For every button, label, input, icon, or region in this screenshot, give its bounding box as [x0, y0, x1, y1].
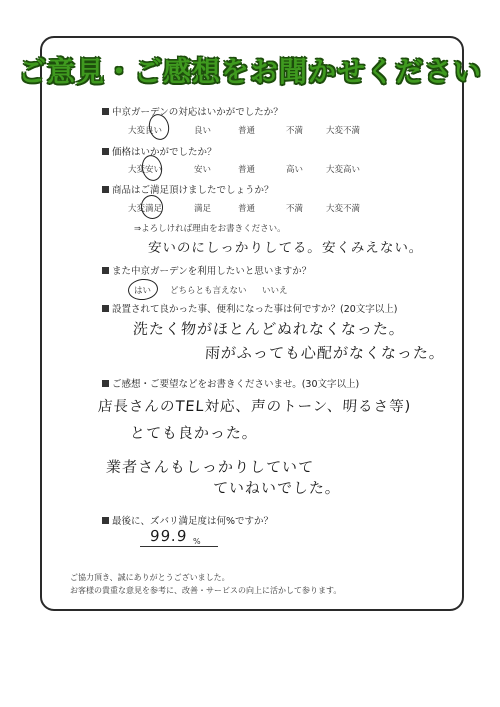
square-bullet-icon	[102, 380, 109, 387]
q1-option-1[interactable]: 大変良い	[128, 126, 163, 136]
q6-answer-line-2: とても良かった。	[129, 424, 259, 442]
question-6: ご感想・ご要望などをお書きくださいませ。(30文字以上)	[102, 376, 359, 390]
q1-option-2[interactable]: 良い	[194, 126, 212, 136]
footer-note: お客様の貴重な意見を参考に、改善・サービスの向上に活かして参ります。	[70, 586, 342, 595]
q4-option-1[interactable]: はい	[134, 286, 152, 296]
q6-answer-line-4: ていねいでした。	[212, 479, 342, 497]
question-5: 設置されて良かった事、便利になった事は何ですか？(20文字以上)	[102, 301, 398, 315]
q3-reason-answer: 安いのにしっかりしてる。安くみえない。	[147, 240, 424, 256]
q1-option-5[interactable]: 大変不満	[326, 126, 361, 136]
square-bullet-icon	[102, 305, 109, 312]
q3-option-2[interactable]: 満足	[194, 204, 212, 214]
q1-option-3[interactable]: 普通	[238, 126, 256, 136]
q2-option-1[interactable]: 大変安い	[128, 165, 163, 175]
question-1: 中京ガーデンの対応はいかがでしたか？	[102, 104, 283, 118]
q2-option-3[interactable]: 普通	[238, 165, 256, 175]
square-bullet-icon	[102, 148, 109, 155]
q3-option-4[interactable]: 不満	[286, 204, 304, 214]
question-7: 最後に、ズバリ満足度は何%ですか？	[102, 513, 273, 527]
square-bullet-icon	[102, 267, 109, 274]
square-bullet-icon	[102, 108, 109, 115]
q1-option-4[interactable]: 不満	[286, 126, 304, 136]
q6-answer-line-1: 店長さんのTEL対応、声のトーン、明るさ等)	[97, 399, 412, 415]
page-title: ご意見・ご感想をお聞かせください	[17, 55, 482, 88]
satisfaction-underline	[140, 546, 218, 547]
q4-option-2[interactable]: どちらとも言えない	[170, 286, 247, 296]
q3-option-3[interactable]: 普通	[238, 204, 256, 214]
q6-answer-line-3: 業者さんもしっかりしていて	[105, 458, 315, 476]
q3-option-1[interactable]: 大変満足	[128, 204, 163, 214]
satisfaction-unit: %	[193, 537, 201, 546]
q3-option-5[interactable]: 大変不満	[326, 204, 361, 214]
q2-option-5[interactable]: 大変高い	[326, 165, 361, 175]
q5-answer-line-1: 洗たく物がほとんどぬれなくなった。	[132, 320, 406, 338]
q5-answer-line-2: 雨がふっても心配がなくなった。	[204, 344, 446, 362]
footer-thanks: ご協力頂き、誠にありがとうございました。	[70, 573, 230, 582]
satisfaction-value: 99.9	[149, 527, 189, 545]
q4-option-3[interactable]: いいえ	[262, 286, 288, 296]
q2-option-2[interactable]: 安い	[194, 165, 212, 175]
square-bullet-icon	[102, 186, 109, 193]
question-2: 価格はいかがでしたか？	[102, 144, 217, 158]
question-4: また中京ガーデンを利用したいと思いますか？	[102, 263, 311, 277]
question-3: 商品はご満足頂けましたでしょうか？	[102, 182, 274, 196]
square-bullet-icon	[102, 517, 109, 524]
q2-option-4[interactable]: 高い	[286, 165, 304, 175]
q3-reason-prompt: ⇒よろしければ理由をお書きください。	[134, 224, 286, 234]
